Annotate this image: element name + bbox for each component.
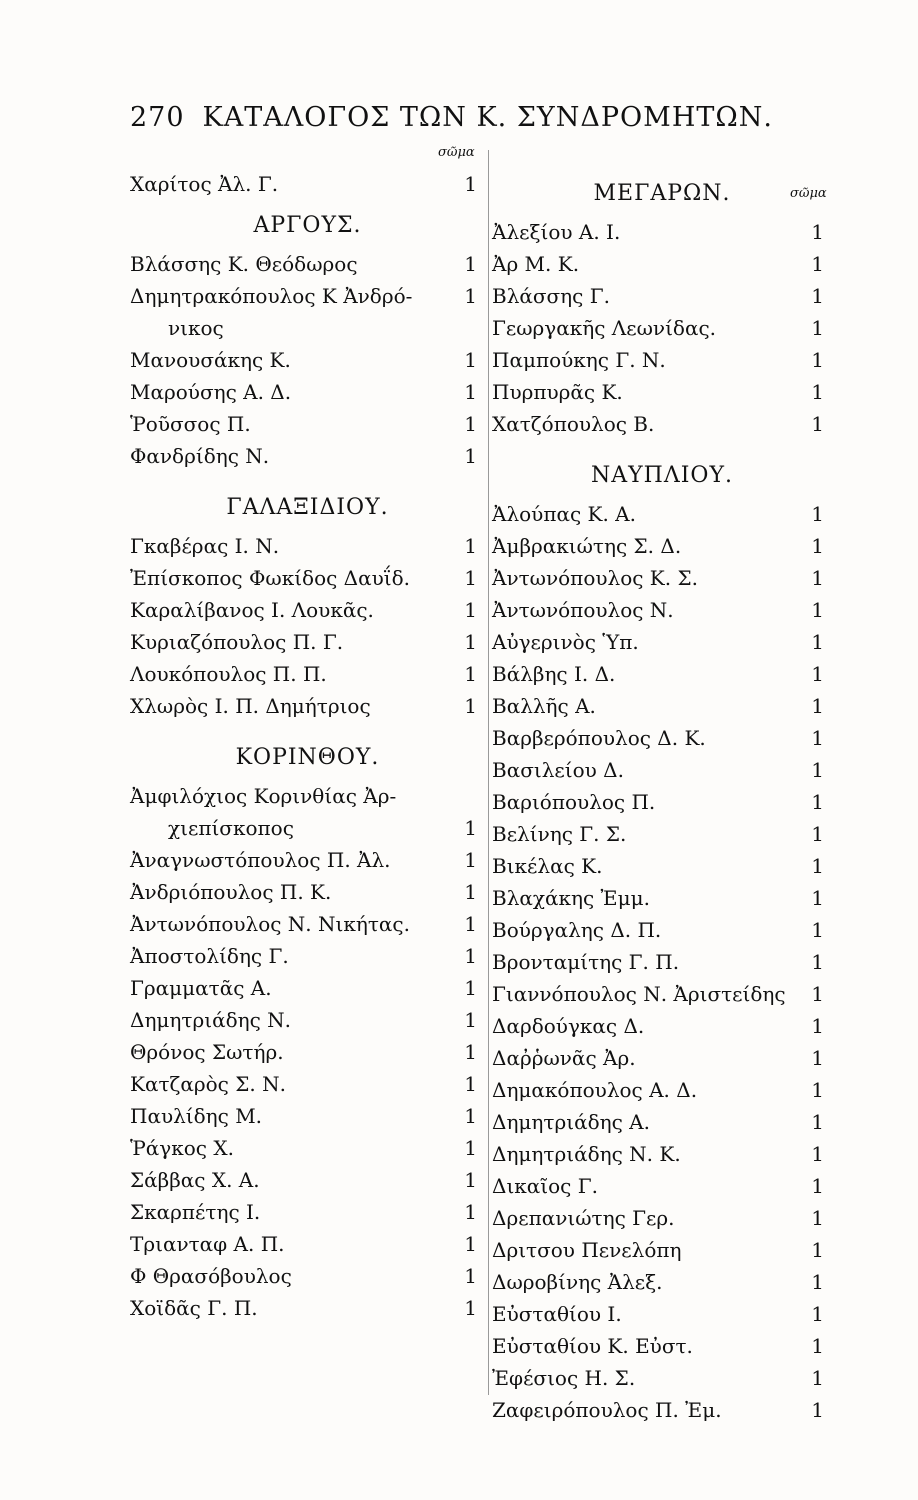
- subscriber-name: Καραλίβανος Ι. Λουκᾶς.: [130, 598, 374, 622]
- subscriber-name: νικος: [168, 316, 224, 340]
- copies-count: 1: [464, 284, 477, 308]
- copies-count: 1: [464, 1072, 477, 1096]
- copies-count: 1: [811, 1206, 824, 1230]
- list-item: [130, 594, 485, 626]
- copies-count: 1: [464, 1104, 477, 1128]
- list-item: [492, 530, 832, 562]
- copies-count: 1: [811, 1142, 824, 1166]
- subscriber-name: Πυρπυρᾶς Κ.: [492, 380, 623, 404]
- copies-count: 1: [464, 944, 477, 968]
- subscriber-name: Σκαρπέτης Ι.: [130, 1200, 261, 1224]
- copies-count: 1: [811, 1334, 824, 1358]
- copies-count: 1: [811, 1110, 824, 1134]
- copies-count: 1: [811, 662, 824, 686]
- subscriber-name: Εὐσταθίου Ι.: [492, 1302, 622, 1326]
- list-item: [130, 1164, 485, 1196]
- copies-count: 1: [811, 982, 824, 1006]
- copies-count: 1: [811, 1398, 824, 1422]
- list-item: [492, 914, 832, 946]
- list-item: [492, 594, 832, 626]
- copies-count: 1: [464, 1232, 477, 1256]
- copies-count: 1: [464, 412, 477, 436]
- subscriber-name: Βασιλείου Δ.: [492, 758, 624, 782]
- copies-count: 1: [811, 918, 824, 942]
- list-item: [130, 344, 485, 376]
- list-item: [492, 754, 832, 786]
- subscriber-name: Δημητριάδης Ν.: [130, 1008, 292, 1032]
- list-item: [492, 690, 832, 722]
- list-item: [130, 1228, 485, 1260]
- subscriber-name: Ἀμφιλόχιος Κορινθίας Ἀρ-: [130, 784, 397, 808]
- subscriber-name: Βελίνης Γ. Σ.: [492, 822, 627, 846]
- right-unit-label: σῶμα: [790, 186, 827, 201]
- copies-count: 1: [811, 1046, 824, 1070]
- list-item: [492, 946, 832, 978]
- subscriber-name: Ἀλούπας Κ. Α.: [492, 502, 636, 526]
- subscriber-name: Κυριαζόπουλος Π. Γ.: [130, 630, 344, 654]
- subscriber-name: Ζαφειρόπουλος Π. Ἐμ.: [492, 1398, 722, 1422]
- subscriber-name: Δημητριάδης Ν. Κ.: [492, 1142, 681, 1166]
- list-item: [130, 408, 485, 440]
- list-item: [130, 658, 485, 690]
- subscriber-name: Ἀνδριόπουλος Π. Κ.: [130, 880, 332, 904]
- list-item: [492, 216, 832, 248]
- list-item: [492, 1170, 832, 1202]
- subscriber-name: Βαρβερόπουλος Δ. Κ.: [492, 726, 706, 750]
- list-item: [130, 376, 485, 408]
- list-item: [492, 312, 832, 344]
- list-item: [492, 818, 832, 850]
- copies-count: 1: [811, 758, 824, 782]
- list-item: [492, 1298, 832, 1330]
- copies-count: 1: [811, 220, 824, 244]
- list-item: [130, 280, 485, 312]
- list-item: [492, 376, 832, 408]
- list-item: [130, 530, 485, 562]
- subscriber-name: Βλάσσης Κ. Θεόδωρος: [130, 252, 358, 276]
- list-item: [492, 1202, 832, 1234]
- left-unit-label: σῶμα: [438, 145, 475, 160]
- copies-count: 1: [811, 284, 824, 308]
- section-heading: ΝΑΥΠΛΙΟΥ.: [591, 463, 733, 488]
- subscriber-name: Γραμματᾶς Α.: [130, 976, 272, 1000]
- subscriber-name: Χαρίτος Ἀλ. Γ.: [130, 172, 279, 196]
- list-item: [492, 1042, 832, 1074]
- list-item: [492, 978, 832, 1010]
- copies-count: 1: [464, 816, 477, 840]
- copies-count: 1: [464, 1168, 477, 1192]
- list-item: [492, 562, 832, 594]
- copies-count: 1: [811, 1270, 824, 1294]
- copies-count: 1: [811, 822, 824, 846]
- copies-count: 1: [464, 566, 477, 590]
- copies-count: 1: [464, 534, 477, 558]
- list-item: [492, 786, 832, 818]
- list-item: [492, 1266, 832, 1298]
- section-heading: ΚΟΡΙΝΘΟΥ.: [235, 745, 380, 770]
- list-item: [492, 498, 832, 530]
- subscriber-name: Δικαῖος Γ.: [492, 1174, 598, 1198]
- subscriber-name: Παυλίδης Μ.: [130, 1104, 263, 1128]
- list-item: [130, 626, 485, 658]
- copies-count: 1: [464, 1040, 477, 1064]
- list-item: [492, 882, 832, 914]
- list-item: [492, 626, 832, 658]
- subscriber-name: Ἀντωνόπουλος Ν.: [492, 598, 674, 622]
- copies-count: 1: [464, 1296, 477, 1320]
- subscriber-name: Γκαβέρας Ι. Ν.: [130, 534, 280, 558]
- copies-count: 1: [811, 726, 824, 750]
- column-divider: [488, 150, 489, 1395]
- list-item: [130, 1100, 485, 1132]
- list-item: [130, 1068, 485, 1100]
- subscriber-name: Χλωρὸς Ι. Π. Δημήτριος: [130, 694, 371, 718]
- subscriber-name: Ἀμβρακιώτης Σ. Δ.: [492, 534, 682, 558]
- list-item: [492, 1234, 832, 1266]
- list-item: [130, 440, 485, 472]
- list-item: [130, 1292, 485, 1324]
- copies-count: 1: [811, 1174, 824, 1198]
- copies-count: 1: [464, 598, 477, 622]
- subscriber-name: Χοϊδᾶς Γ. Π.: [130, 1296, 258, 1320]
- list-item: [492, 722, 832, 754]
- subscriber-name: Γιαννόπουλος Ν. Ἀριστείδης: [492, 982, 786, 1006]
- copies-count: 1: [811, 566, 824, 590]
- list-item: [130, 312, 485, 344]
- list-item: [492, 850, 832, 882]
- copies-count: 1: [811, 1238, 824, 1262]
- page-header: [130, 102, 780, 133]
- copies-count: 1: [811, 412, 824, 436]
- subscriber-name: Ἐφέσιος Η. Σ.: [492, 1366, 636, 1390]
- list-item: [130, 780, 485, 812]
- list-item: [492, 1074, 832, 1106]
- subscriber-name: Βαλλῆς Α.: [492, 694, 596, 718]
- copies-count: 1: [464, 976, 477, 1000]
- list-item: [130, 1132, 485, 1164]
- list-item: [130, 940, 485, 972]
- subscriber-name: Κατζαρὸς Σ. Ν.: [130, 1072, 286, 1096]
- copies-count: 1: [464, 348, 477, 372]
- list-item: [130, 690, 485, 722]
- subscriber-name: Τριανταφ Α. Π.: [130, 1232, 285, 1256]
- subscriber-name: Δαρδούγκας Δ.: [492, 1014, 645, 1038]
- page-number: 270: [130, 102, 185, 133]
- subscriber-name: Λουκόπουλος Π. Π.: [130, 662, 327, 686]
- subscriber-name: Σάββας Χ. Α.: [130, 1168, 260, 1192]
- list-item: [492, 1138, 832, 1170]
- subscriber-name: Γεωργακῆς Λεωνίδας.: [492, 316, 717, 340]
- copies-count: 1: [464, 444, 477, 468]
- subscriber-name: Αὐγερινὸς Ὑπ.: [492, 630, 639, 654]
- list-item: [492, 248, 832, 280]
- list-item: [130, 1260, 485, 1292]
- copies-count: 1: [464, 1200, 477, 1224]
- copies-count: 1: [464, 1136, 477, 1160]
- subscriber-name: Βαριόπουλος Π.: [492, 790, 656, 814]
- subscriber-name: Θρόνος Σωτήρ.: [130, 1040, 284, 1064]
- copies-count: 1: [811, 316, 824, 340]
- list-item: [130, 908, 485, 940]
- list-item: [130, 1004, 485, 1036]
- subscriber-name: Φ Θρασόβουλος: [130, 1264, 292, 1288]
- subscriber-name: Παμπούκης Γ. Ν.: [492, 348, 666, 372]
- copies-count: 1: [811, 534, 824, 558]
- subscriber-name: Ῥοῦσσος Π.: [130, 412, 251, 436]
- copies-count: 1: [811, 790, 824, 814]
- list-item: [130, 972, 485, 1004]
- copies-count: 1: [464, 380, 477, 404]
- copies-count: 1: [811, 348, 824, 372]
- copies-count: 1: [811, 1302, 824, 1326]
- subscriber-name: Ἐπίσκοπος Φωκίδος Δαυΐδ.: [130, 566, 411, 590]
- list-item: [492, 408, 832, 440]
- subscriber-name: Δριτσου Πενελόπη: [492, 1238, 682, 1262]
- list-item: [492, 1106, 832, 1138]
- copies-count: 1: [811, 694, 824, 718]
- copies-count: 1: [811, 252, 824, 276]
- copies-count: 1: [811, 1014, 824, 1038]
- subscriber-name: Ἀντωνόπουλος Ν. Νικήτας.: [130, 912, 410, 936]
- copies-count: 1: [811, 886, 824, 910]
- page-title: ΚΑΤΑΛΟΓΟΣ ΤΩΝ Κ. ΣΥΝΔΡΟΜΗΤΩΝ.: [202, 102, 773, 133]
- list-item: [492, 344, 832, 376]
- copies-count: 1: [464, 694, 477, 718]
- list-item: [492, 1394, 832, 1426]
- subscriber-name: Φανδρίδης Ν.: [130, 444, 270, 468]
- copies-count: 1: [464, 662, 477, 686]
- right-column: [492, 168, 832, 1426]
- copies-count: 1: [811, 598, 824, 622]
- copies-count: 1: [811, 950, 824, 974]
- section-heading: ΜΕΓΑΡΩΝ.: [593, 181, 731, 206]
- subscriber-name: Δωροβίνης Ἀλεξ.: [492, 1270, 663, 1294]
- subscriber-name: Δημητριάδης Α.: [492, 1110, 650, 1134]
- list-item: [492, 1010, 832, 1042]
- list-item: [130, 168, 485, 200]
- subscriber-name: Ἀναγνωστόπουλος Π. Ἀλ.: [130, 848, 391, 872]
- subscriber-name: Βλαχάκης Ἐμμ.: [492, 886, 650, 910]
- subscriber-name: Δημακόπουλος Α. Δ.: [492, 1078, 698, 1102]
- subscriber-name: χιεπίσκοπος: [168, 816, 294, 840]
- subscriber-name: Δαῤῥωνᾶς Ἀρ.: [492, 1046, 636, 1070]
- subscriber-name: Βικέλας Κ.: [492, 854, 603, 878]
- subscriber-name: Χατζόπουλος Β.: [492, 412, 655, 436]
- copies-count: 1: [464, 172, 477, 196]
- subscriber-name: Βάλβης Ι. Δ.: [492, 662, 616, 686]
- list-item: [130, 812, 485, 844]
- list-item: [492, 658, 832, 690]
- subscriber-name: Βρονταμίτης Γ. Π.: [492, 950, 680, 974]
- list-item: [130, 1196, 485, 1228]
- copies-count: 1: [464, 1008, 477, 1032]
- copies-count: 1: [811, 1078, 824, 1102]
- list-item: [130, 562, 485, 594]
- subscriber-name: Ἀντωνόπουλος Κ. Σ.: [492, 566, 698, 590]
- copies-count: 1: [811, 854, 824, 878]
- subscriber-name: Ἀποστολίδης Γ.: [130, 944, 289, 968]
- subscriber-name: Δρεπανιώτης Γερ.: [492, 1206, 675, 1230]
- copies-count: 1: [464, 880, 477, 904]
- copies-count: 1: [464, 630, 477, 654]
- copies-count: 1: [464, 912, 477, 936]
- subscriber-name: Δημητρακόπουλος Κ Ἀνδρό-: [130, 284, 413, 308]
- section-heading: ΓΑΛΑΞΙΔΙΟΥ.: [226, 495, 389, 520]
- subscriber-name: Μανουσάκης Κ.: [130, 348, 291, 372]
- subscriber-name: Ῥάγκος Χ.: [130, 1136, 234, 1160]
- list-item: [130, 876, 485, 908]
- list-item: [130, 844, 485, 876]
- copies-count: 1: [464, 252, 477, 276]
- copies-count: 1: [811, 380, 824, 404]
- list-item: [492, 280, 832, 312]
- subscriber-name: Βλάσσης Γ.: [492, 284, 610, 308]
- subscriber-name: Βούργαλης Δ. Π.: [492, 918, 662, 942]
- copies-count: 1: [811, 630, 824, 654]
- list-item: [492, 1330, 832, 1362]
- copies-count: 1: [811, 502, 824, 526]
- subscriber-name: Μαρούσης Α. Δ.: [130, 380, 292, 404]
- copies-count: 1: [464, 1264, 477, 1288]
- subscriber-name: Ἀρ Μ. Κ.: [492, 252, 580, 276]
- section-heading: ΑΡΓΟΥΣ.: [253, 213, 362, 238]
- subscriber-name: Εὐσταθίου Κ. Εὐστ.: [492, 1334, 693, 1358]
- subscriber-name: Ἀλεξίου Α. Ι.: [492, 220, 621, 244]
- copies-count: 1: [464, 848, 477, 872]
- copies-count: 1: [811, 1366, 824, 1390]
- list-item: [130, 248, 485, 280]
- list-item: [492, 1362, 832, 1394]
- left-column: [130, 168, 485, 1324]
- list-item: [130, 1036, 485, 1068]
